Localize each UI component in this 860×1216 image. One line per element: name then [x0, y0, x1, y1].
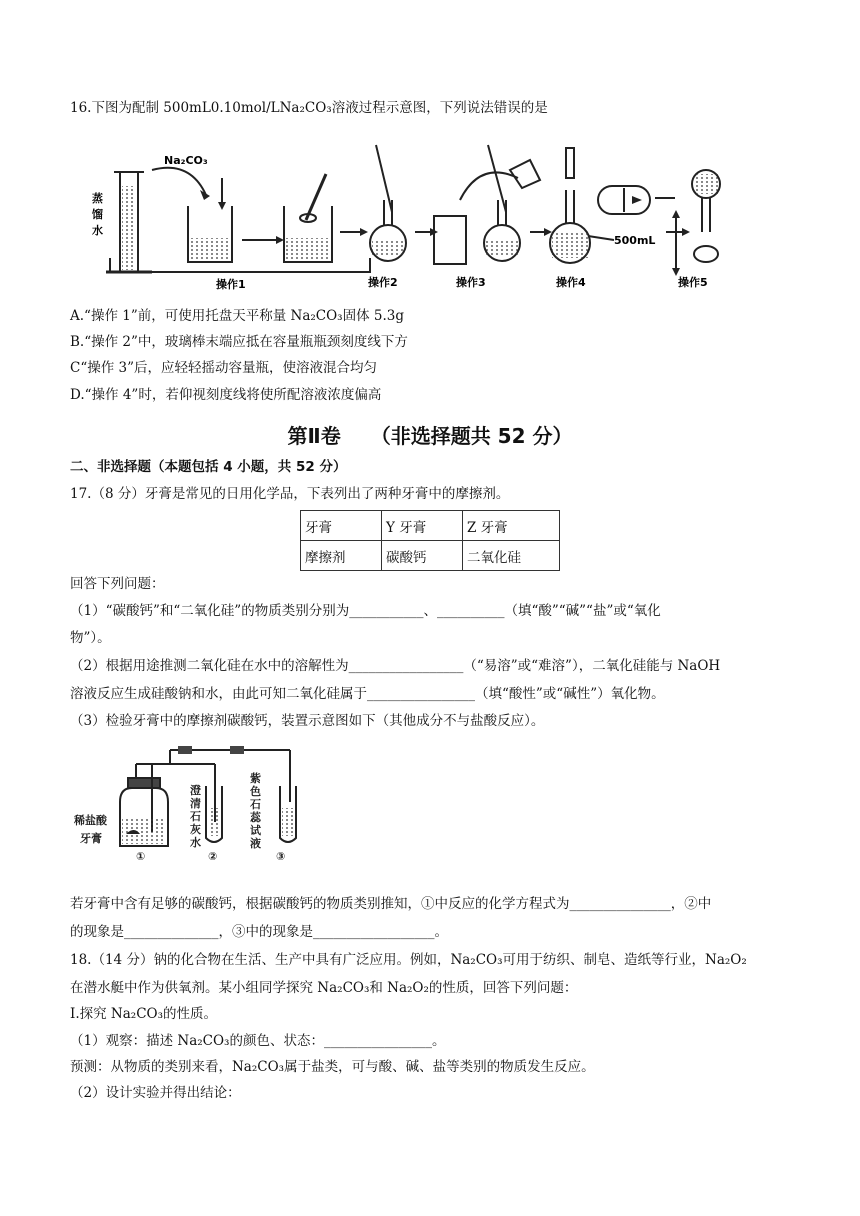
q16-stem: 16.下图为配制 500mL0.10mol/LNa₂CO₃溶液过程示意图，下列说法错误的是: [70, 100, 548, 116]
op-label-3: 操作3: [456, 276, 486, 289]
table-row: [301, 541, 560, 571]
q16-option-c: C“操作 3”后，应轻轻摇动容量瓶，使溶液混合均匀: [70, 360, 378, 376]
q17-apparatus-figure: [70, 742, 310, 872]
tube3-char-2: 色: [250, 785, 261, 798]
num-2: ②: [208, 850, 218, 863]
q16-option-a: A.“操作 1”前，可使用托盘天平称量 Na₂CO₃固体 5.3g: [70, 308, 404, 324]
op-label-4: 操作4: [556, 276, 586, 289]
q17-q1-line2: 物”）。: [70, 630, 111, 646]
table-row: [301, 511, 560, 541]
tube2-char-4: 灰: [190, 823, 201, 836]
tube2-char-3: 石: [190, 810, 201, 823]
tube2-char-2: 清: [190, 797, 201, 810]
op-label-1: 操作1: [216, 278, 246, 291]
q18-line4: （1）观察：描述 Na₂CO₃的颜色、状态：________________。: [70, 1033, 446, 1049]
tube3-char-5: 试: [250, 824, 261, 837]
tube3-char-6: 液: [250, 837, 261, 850]
q17-after-line2: 的现象是______________，③中的现象是__________________。: [70, 924, 448, 940]
q18-line6: （2）设计实验并得出结论：: [70, 1085, 241, 1101]
q16-figure: [70, 140, 790, 300]
tube3-char-4: 蕊: [250, 811, 261, 824]
part2-title: 第Ⅱ卷 （非选择题共 52 分）: [287, 424, 573, 448]
water-label-1: 蒸: [92, 192, 103, 205]
num-1: ①: [136, 850, 146, 863]
q18-line5: 预测：从物质的类别来看，Na₂CO₃属于盐类，可与酸、碱、盐等类别的物质发生反应。: [70, 1059, 595, 1075]
volume-label: 500mL: [614, 234, 656, 247]
q17-prompt: 回答下列问题：: [70, 576, 165, 592]
table-cell: 摩擦剂: [301, 541, 382, 571]
q16-option-d: D.“操作 4”时，若仰视刻度线将使所配溶液浓度偏高: [70, 387, 382, 403]
paste-label: 牙膏: [80, 832, 102, 845]
q18-line1: 18.（14 分）钠的化合物在生活、生产中具有广泛应用。例如，Na₂CO₃可用于纺织、制皂、造纸等行业，Na₂O₂: [70, 952, 747, 968]
tube2-char-5: 水: [190, 836, 201, 849]
tube3-char-1: 紫: [250, 772, 261, 785]
table-cell: 二氧化硅: [463, 541, 560, 571]
acid-label: 稀盐酸: [74, 814, 107, 827]
q17-stem: 17.（8 分）牙膏是常见的日用化学品，下表列出了两种牙膏中的摩擦剂。: [70, 486, 510, 502]
tube2-char-1: 澄: [190, 784, 201, 797]
num-3: ③: [276, 850, 286, 863]
q18-line2: 在潜水艇中作为供氧剂。某小组同学探究 Na₂CO₃和 Na₂O₂的性质，回答下列问题：: [70, 980, 578, 996]
q17-q3: （3）检验牙膏中的摩擦剂碳酸钙，装置示意图如下（其他成分不与盐酸反应）。: [70, 713, 545, 729]
q17-q1-line1: （1）“碳酸钙”和“二氧化硅”的物质类别分别为___________、__________（填“酸”“碱”“盐”或“氧化: [70, 603, 661, 619]
na2co3-label: Na₂CO₃: [164, 154, 208, 167]
table-cell: 牙膏: [301, 511, 382, 541]
section-title: 二、非选择题（本题包括 4 小题，共 52 分）: [70, 459, 347, 475]
table-cell: Y 牙膏: [382, 511, 463, 541]
beaker-op3: [434, 216, 466, 264]
op-label-2: 操作2: [368, 276, 398, 289]
table-cell: 碳酸钙: [382, 541, 463, 571]
water-label-3: 水: [92, 224, 103, 237]
water-label-2: 馏: [92, 208, 103, 221]
q18-line3: I.探究 Na₂CO₃的性质。: [70, 1006, 217, 1022]
q17-q2-line2: 溶液反应生成硅酸钠和水，由此可知二氧化硅属于________________（填“酸性”或“碱性”）氧化物。: [70, 686, 665, 702]
q17-after-line1: 若牙膏中含有足够的碳酸钙，根据碳酸钙的物质类别推知，①中反应的化学方程式为_______________，②中: [70, 896, 712, 912]
q16-option-b: B.“操作 2”中，玻璃棒末端应抵在容量瓶瓶颈刻度线下方: [70, 334, 408, 350]
tube3-char-3: 石: [250, 798, 261, 811]
abrasive-table: [300, 510, 560, 571]
op-label-5: 操作5: [678, 276, 708, 289]
table-cell: Z 牙膏: [463, 511, 560, 541]
q17-q2-line1: （2）根据用途推测二氧化硅在水中的溶解性为_________________（“易溶”或“难溶”），二氧化硅能与 NaOH: [70, 658, 721, 674]
